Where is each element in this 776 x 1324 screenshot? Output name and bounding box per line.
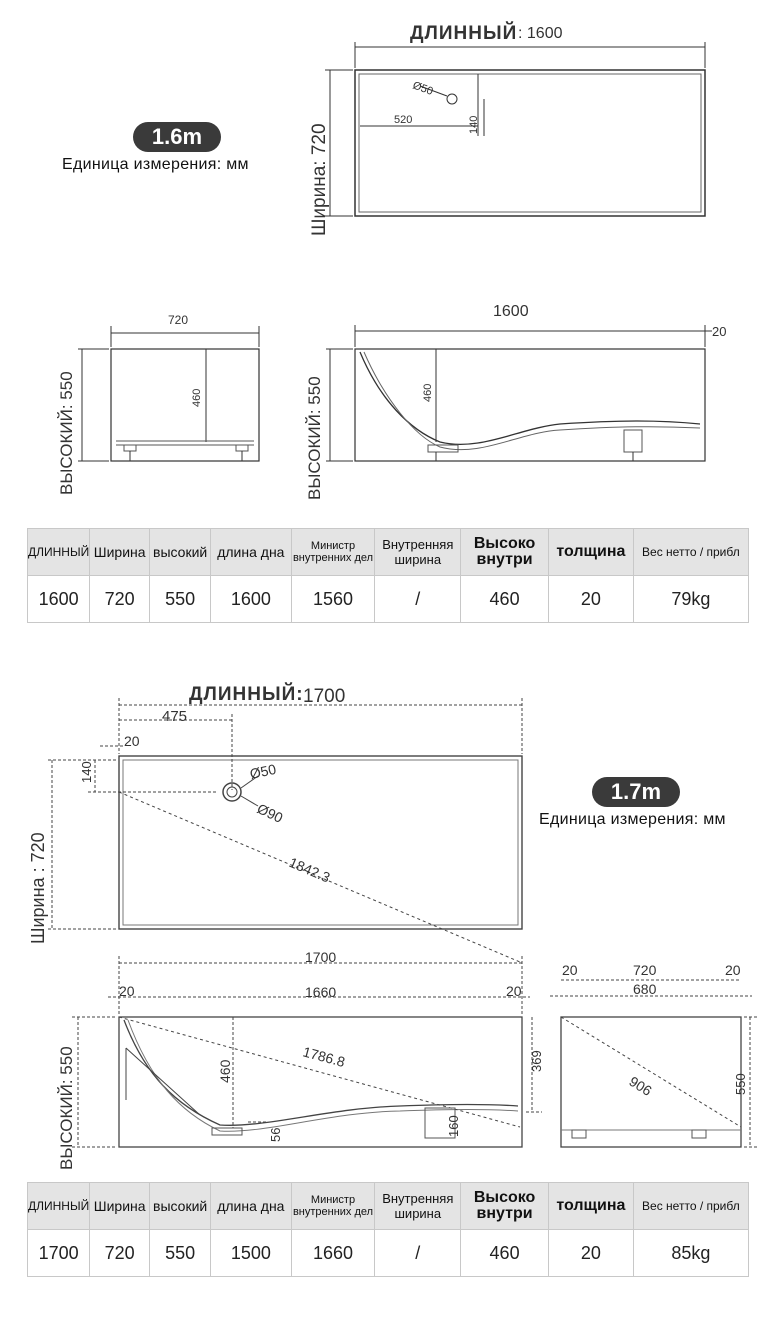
front-view-diagonal-label: 1786.8 <box>301 1043 347 1070</box>
front-view-inner-length: 1660 <box>305 984 337 1000</box>
drain-diameter-label: Ø50 <box>410 79 435 98</box>
top-view-length-label: ДЛИННЫЙ <box>410 23 518 44</box>
size-badge-1-7m: 1.7m <box>592 777 680 807</box>
table-cell: 85kg <box>633 1230 748 1277</box>
table-header: Министр внутренних дел <box>291 1183 375 1230</box>
table-cell: 1600 <box>211 576 292 623</box>
table-header: длина дна <box>211 1183 292 1230</box>
table-header: Высоко внутри <box>461 1183 549 1230</box>
table-cell: 1500 <box>211 1230 292 1277</box>
drain-offset-y-label-2: 140 <box>79 761 94 783</box>
table-cell: 20 <box>548 1230 633 1277</box>
drain-outer-diameter-label: Ø50 <box>248 760 278 782</box>
table-header: Внутренняя ширина <box>375 1183 461 1230</box>
table-header: Вес нетто / прибл <box>633 1183 748 1230</box>
top-view-length-label-2: ДЛИННЫЙ: <box>189 684 304 705</box>
side-view-diagonal: 906 <box>626 1072 655 1099</box>
top-view-diagonal-label: 1842.3 <box>286 854 333 886</box>
table-header: Ширина <box>90 1183 150 1230</box>
top-view-length-value: : 1600 <box>518 25 563 42</box>
table-cell: 1700 <box>28 1230 90 1277</box>
front-view-height-label: ВЫСОКИЙ: 550 <box>305 376 324 500</box>
side-view-width-label: 720 <box>168 313 189 327</box>
size-badge-1-6m: 1.6m <box>133 122 221 152</box>
table-header: высокий <box>150 529 211 576</box>
table-header: толщина <box>548 1183 633 1230</box>
side-view-right-wall: 20 <box>725 962 741 978</box>
table-cell: 1560 <box>291 576 375 623</box>
table-cell: / <box>375 1230 461 1277</box>
front-view-inner-depth-2: 460 <box>217 1059 233 1083</box>
table-header: длина дна <box>211 529 292 576</box>
side-view-width-2: 720 <box>633 962 657 978</box>
table-cell: 720 <box>90 1230 150 1277</box>
side-view-left-wall: 20 <box>562 962 578 978</box>
table-header: Вес нетто / прибл <box>633 529 748 576</box>
edge-offset-label-2: 20 <box>124 733 140 749</box>
side-view-height-2: 550 <box>733 1073 748 1095</box>
front-view-inner-depth: 460 <box>422 383 434 402</box>
front-view-left-wall: 20 <box>119 983 135 999</box>
drain-offset-x-label: 520 <box>394 114 413 126</box>
top-view-length-value-2: 1700 <box>303 686 346 707</box>
front-view-foot-height: 160 <box>446 1115 461 1137</box>
table-cell: 20 <box>548 576 633 623</box>
unit-label-2: Единица измерения: мм <box>539 811 726 828</box>
table-cell: 550 <box>150 1230 211 1277</box>
table-header: ДЛИННЫЙ <box>28 1183 90 1230</box>
top-view-width-label-2: Ширина : 720 <box>28 832 48 944</box>
table-cell: 720 <box>90 576 150 623</box>
front-view-height-label-2: ВЫСОКИЙ: 550 <box>57 1046 76 1170</box>
table-header: Высоко внутри <box>461 529 549 576</box>
table-cell: 1600 <box>28 576 90 623</box>
drain-inner-diameter-label: Ø90 <box>254 800 286 826</box>
table-header: Министр внутренних дел <box>291 529 375 576</box>
table-header: толщина <box>548 529 633 576</box>
drain-offset-x-label-2: 475 <box>162 708 188 725</box>
table-header: высокий <box>150 1183 211 1230</box>
table-cell: 460 <box>461 576 549 623</box>
front-view-thickness-label: 20 <box>712 324 727 339</box>
spec-table-2 <box>27 1182 749 1277</box>
front-view-length-label: 1600 <box>493 303 529 320</box>
table-cell: 460 <box>461 1230 549 1277</box>
table-header: Ширина <box>90 529 150 576</box>
front-view-bottom-gap: 56 <box>268 1127 283 1142</box>
table-header: Внутренняя ширина <box>375 529 461 576</box>
table-cell: / <box>375 576 461 623</box>
table-cell: 1660 <box>291 1230 375 1277</box>
front-view-overall-length: 1700 <box>305 949 337 965</box>
unit-label-1: Единица измерения: мм <box>62 156 249 173</box>
table-cell: 550 <box>150 576 211 623</box>
table-header: ДЛИННЫЙ <box>28 529 90 576</box>
side-view-inner-width: 680 <box>633 981 657 997</box>
side-view-height-label: ВЫСОКИЙ: 550 <box>57 371 76 495</box>
front-view-drain-height: 369 <box>529 1050 544 1072</box>
side-view-inner-depth: 460 <box>191 388 203 407</box>
front-view-right-wall: 20 <box>506 983 522 999</box>
drain-offset-y-label: 140 <box>468 115 480 134</box>
table-cell: 79kg <box>633 576 748 623</box>
top-view-width-label: Ширина: 720 <box>309 123 330 236</box>
